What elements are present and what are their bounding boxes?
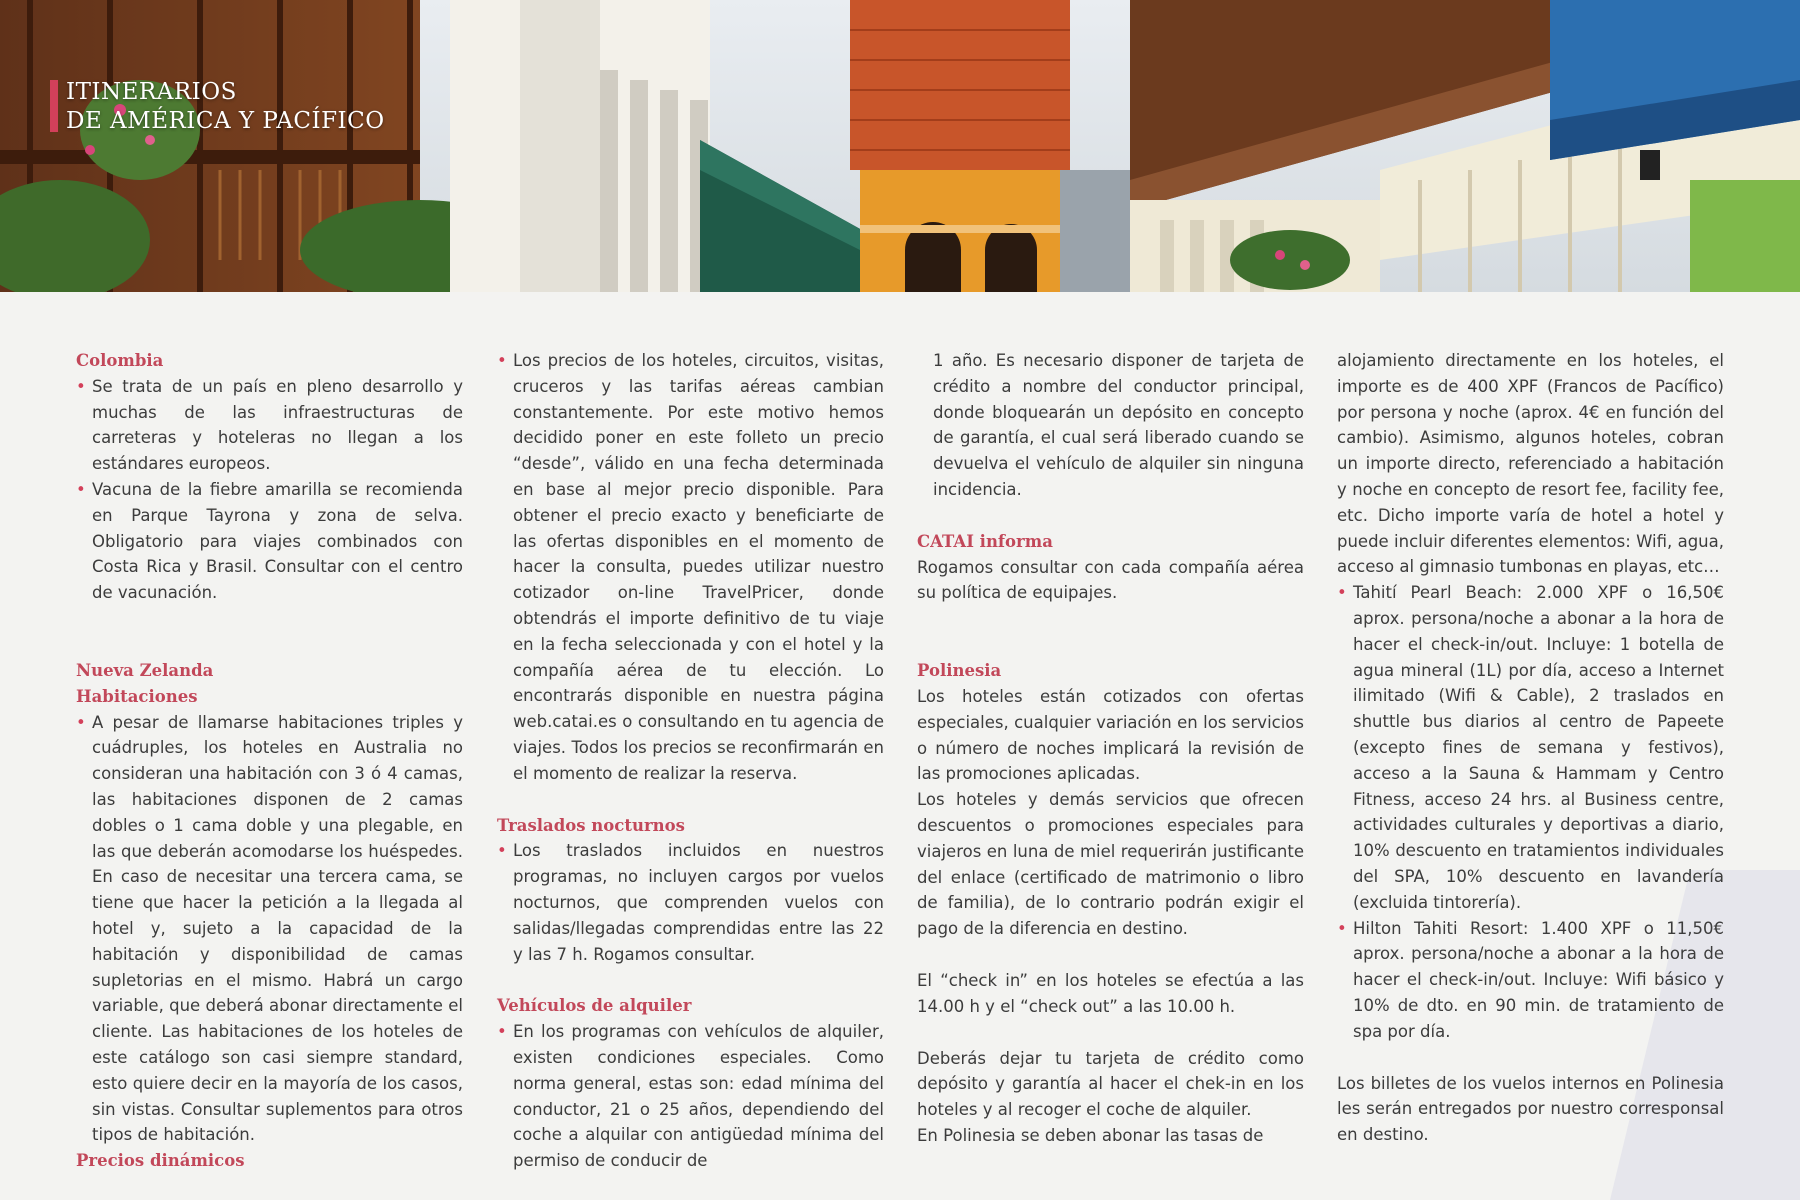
vehiculos-continuation: 1 año. Es necesario disponer de tarjeta de crédito a nombre del conductor principal, donde bloquearán un depósito en concepto de garantía, el cual será liberado cuando se devuelva el vehículo de alquiler sin ninguna incidencia. xyxy=(933,351,1304,499)
polinesia-paragraph-2: Los hoteles y demás servicios que ofrecen descuentos o promociones especiales para viajeros en luna de miel requerirán justificante del enlace (certificado de matrimonio o libro de familia), de lo contrario podrán exigir el pago de la diferencia en destino. xyxy=(917,790,1304,939)
polinesia-paragraph-5: En Polinesia se deben abonar las tasas de xyxy=(917,1125,1264,1145)
traslados-bullet-1: • Los traslados incluidos en nuestros programas, no incluyen cargos por vuelos nocturnos, que comprenden vuelos con salidas/llegadas comprendidas entre las 22 y las 7 h. Rogamos consultar. xyxy=(497,838,884,967)
colombia-bullet-1: • Se trata de un país en pleno desarrollo y muchas de las infraestructuras de carreteras y hoteleras no llegan a los estándares europeos. xyxy=(76,374,463,477)
habitaciones-bullet-1: • A pesar de llamarse habitaciones triples y cuádruples, los hoteles en Australia no consideran una habitación con 3 ó 4 camas, las habitaciones disponen de 2 camas dobles o 1 cama doble y una plegable, en las que deberán acomodarse los huéspedes. En caso de necesitar una tercera cama, se tiene que hacer la petición a la llegada al hotel y, sujeto a la capacidad de la habitación y disponibilidad de camas supletorias en el mismo. Habrá un cargo variable, que deberá abonar directamente el cliente. Las habitaciones de los hoteles de este catálogo son casi siempre standard, esto quiere decir en la mayoría de los casos, sin vistas. Consultar suplementos para otros tipos de habitación. xyxy=(76,710,463,1149)
nueva-zelanda-heading: Nueva Zelanda xyxy=(76,660,214,680)
tasas-paragraph: alojamiento directamente en los hoteles, el importe es de 400 XPF (Francos de Pacífico) por persona y noche (aprox. 4€ en función del cambio). Asimismo, algunos hoteles, cobran un importe directo, referenciado a habitación y noche en concepto de resort fee, facility fee, etc. Dicho importe varía de hotel a hotel y puede incluir diferentes elementos: Wifi, agua, acceso al gimnasio tumbonas en playas, etc… xyxy=(1337,351,1724,577)
catai-informa-text: Rogamos consultar con cada compañía aérea su política de equipajes. xyxy=(917,557,1304,603)
column-1 xyxy=(76,348,463,1174)
tahiti-pearl-bullet: • Tahití Pearl Beach: 2.000 XPF o 16,50€ aprox. persona/noche a abonar a la hora de hacer el check-in/out. Incluye: 1 botella de agua mineral (1L) por día, acceso a Internet ilimitado (Wifi & Cable), 2 traslados en shuttle bus diarios al centro de Papeete (excepto fines de semana y festivos), acceso a la Sauna & Hammam y Centro Fitness, acceso 24 hrs. al Business centre, actividades culturales y deportivas a diario, 10% descuento en tratamientos individuales del SPA, 10% descuento en lavandería (excluida tintorería). xyxy=(1337,580,1724,915)
column-3 xyxy=(917,348,1304,1149)
colombia-bullet-2: • Vacuna de la fiebre amarilla se recomienda en Parque Tayrona y zona de selva. Obligatorio para viajes combinados con Costa Rica y Brasil. Consultar con el centro de vacunación. xyxy=(76,477,463,606)
vehiculos-bullet-1: • En los programas con vehículos de alquiler, existen condiciones especiales. Como norma general, estas son: edad mínima del conductor, 21 o 25 años, dependiendo del coche a alquilar con antigüedad mínima del permiso de conducir de xyxy=(497,1019,884,1174)
section-title xyxy=(66,78,385,136)
header-accent-bar xyxy=(50,80,58,132)
polinesia-paragraph-3: El “check in” en los hoteles se efectúa a las 14.00 h y el “check out” a las 10.00 h. xyxy=(917,970,1304,1016)
traslados-nocturnos-heading: Traslados nocturnos xyxy=(497,815,685,835)
colonial-street-illustration xyxy=(0,0,1800,292)
colombia-heading: Colombia xyxy=(76,351,164,370)
hilton-tahiti-bullet: • Hilton Tahiti Resort: 1.400 XPF o 11,50€ aprox. persona/noche a abonar a la hora de hacer el check-in/out. Incluye: Wifi básico y 10% de dto. en 90 min. de tratamiento de spa por día. xyxy=(1337,916,1724,1045)
billetes-paragraph: Los billetes de los vuelos internos en Polinesia les serán entregados por nuestro corresponsal en destino. xyxy=(1337,1073,1724,1145)
column-4 xyxy=(1337,348,1724,1148)
section-title-line1: ITINERARIOS xyxy=(66,79,237,105)
section-title-line2: DE AMÉRICA Y PACÍFICO xyxy=(66,108,385,134)
precios-dinamicos-heading: Precios dinámicos xyxy=(76,1151,245,1171)
catai-informa-heading: CATAI informa xyxy=(917,531,1053,551)
polinesia-heading: Polinesia xyxy=(917,661,1002,681)
column-2 xyxy=(497,348,884,1174)
polinesia-paragraph-4: Deberás dejar tu tarjeta de crédito como depósito y garantía al hacer el chek-in en los hoteles y al recoger el coche de alquiler. xyxy=(917,1048,1304,1120)
precios-bullet-1: • Los precios de los hoteles, circuitos, visitas, cruceros y las tarifas aéreas cambian constantemente. Por este motivo hemos decidido poner en este folleto un precio “desde”, válido en una fecha determinada en base al mejor precio disponible. Para obtener el precio exacto y beneficiarte de las ofertas disponibles en el momento de hacer la consulta, puedes utilizar nuestro cotizador on-line TravelPricer, donde obtendrás el importe definitivo de tu viaje en la fecha seleccionada y con el hotel y la compañía aérea de tu elección. Lo encontrarás disponible en nuestra página web.catai.es o consultando en tu agencia de viajes. Todos los precios se reconfirmarán en el momento de realizar la reserva. xyxy=(497,348,884,787)
section-header xyxy=(50,78,385,136)
hero-photo xyxy=(0,0,1800,292)
habitaciones-heading: Habitaciones xyxy=(76,686,198,706)
vehiculos-alquiler-heading: Vehículos de alquiler xyxy=(497,996,692,1016)
polinesia-paragraph-1: Los hoteles están cotizados con ofertas especiales, cualquier variación en los servicios o número de noches implicará la revisión de las promociones aplicadas. xyxy=(917,686,1304,784)
